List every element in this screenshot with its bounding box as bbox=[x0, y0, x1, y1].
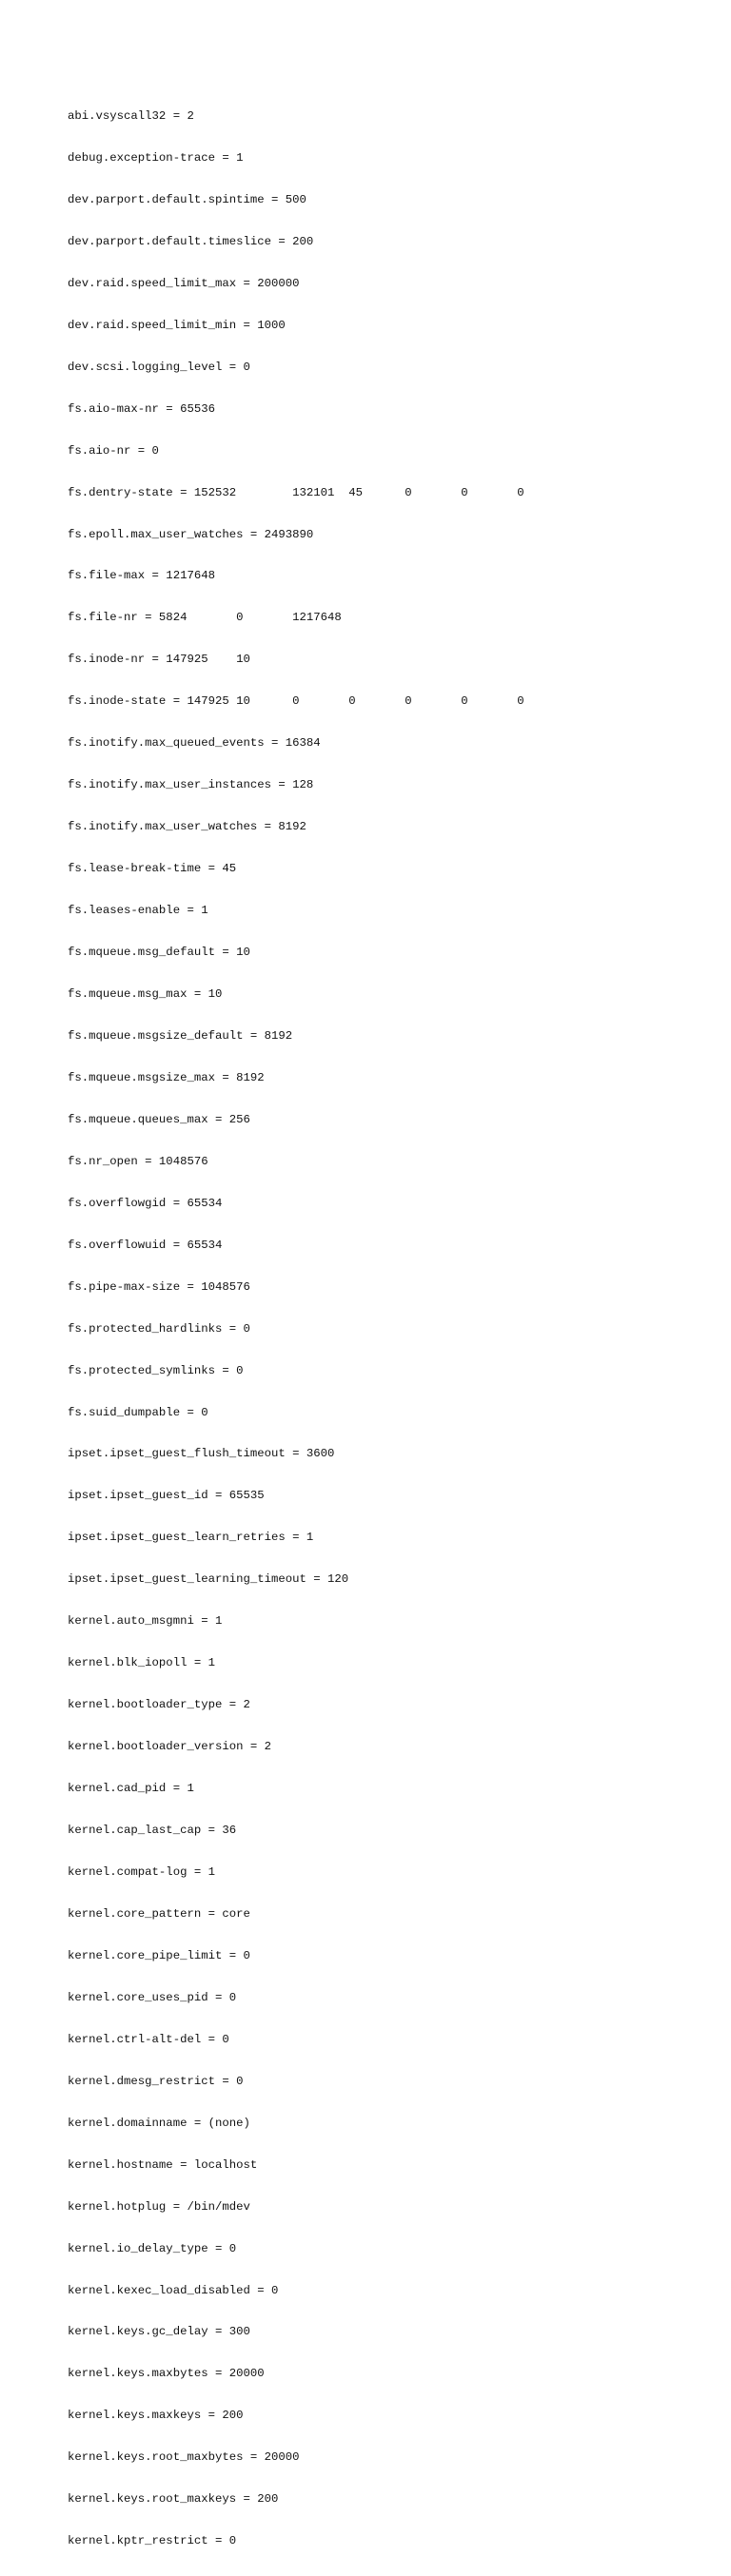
listing-line: fs.inotify.max_queued_events = 16384 bbox=[68, 736, 321, 751]
listing-line: kernel.hotplug = /bin/mdev bbox=[68, 2199, 250, 2214]
listing-line: fs.mqueue.msgsize_max = 8192 bbox=[68, 1070, 265, 1084]
listing-line: kernel.auto_msgmni = 1 bbox=[68, 1614, 223, 1629]
listing-line: fs.inotify.max_user_instances = 128 bbox=[68, 778, 314, 792]
sysctl-listing bbox=[68, 68, 524, 2576]
listing-line: dev.parport.default.timeslice = 200 bbox=[68, 234, 314, 248]
listing-line: kernel.keys.maxbytes = 20000 bbox=[68, 2367, 265, 2381]
listing-line: kernel.core_pattern = core bbox=[68, 1906, 250, 1921]
listing-line: kernel.bootloader_version = 2 bbox=[68, 1740, 272, 1754]
listing-line: ipset.ipset_guest_learn_retries = 1 bbox=[68, 1531, 314, 1545]
listing-line: fs.mqueue.msg_default = 10 bbox=[68, 946, 250, 960]
listing-line: kernel.keys.gc_delay = 300 bbox=[68, 2325, 250, 2339]
listing-line: fs.nr_open = 1048576 bbox=[68, 1154, 208, 1168]
listing-line: kernel.io_delay_type = 0 bbox=[68, 2241, 237, 2255]
listing-line: kernel.core_uses_pid = 0 bbox=[68, 1990, 237, 2004]
listing-line: fs.pipe-max-size = 1048576 bbox=[68, 1279, 250, 1294]
listing-line: kernel.core_pipe_limit = 0 bbox=[68, 1948, 250, 1962]
listing-line: ipset.ipset_guest_learning_timeout = 120 bbox=[68, 1572, 349, 1587]
listing-line: fs.overflowgid = 65534 bbox=[68, 1196, 223, 1210]
listing-line: kernel.blk_iopoll = 1 bbox=[68, 1656, 215, 1670]
listing-line: kernel.dmesg_restrict = 0 bbox=[68, 2074, 244, 2088]
listing-line: dev.raid.speed_limit_max = 200000 bbox=[68, 276, 300, 290]
listing-line: ipset.ipset_guest_id = 65535 bbox=[68, 1489, 265, 1503]
listing-line: fs.inode-nr = 147925 10 bbox=[68, 653, 250, 667]
listing-line: fs.mqueue.queues_max = 256 bbox=[68, 1112, 250, 1126]
listing-line: fs.file-nr = 5824 0 1217648 bbox=[68, 611, 342, 625]
listing-line: kernel.kptr_restrict = 0 bbox=[68, 2534, 237, 2548]
listing-line: fs.dentry-state = 152532 132101 45 0 0 0 bbox=[68, 485, 524, 499]
listing-line: debug.exception-trace = 1 bbox=[68, 150, 244, 165]
listing-line: kernel.compat-log = 1 bbox=[68, 1865, 215, 1879]
listing-line: kernel.keys.maxkeys = 200 bbox=[68, 2409, 244, 2423]
listing-line: kernel.kexec_load_disabled = 0 bbox=[68, 2283, 279, 2297]
listing-line: fs.overflowuid = 65534 bbox=[68, 1238, 223, 1252]
listing-line: ipset.ipset_guest_flush_timeout = 3600 bbox=[68, 1447, 335, 1461]
listing-line: fs.lease-break-time = 45 bbox=[68, 862, 237, 876]
listing-line: kernel.keys.root_maxbytes = 20000 bbox=[68, 2450, 300, 2465]
listing-line: abi.vsyscall32 = 2 bbox=[68, 108, 194, 123]
listing-line: kernel.keys.root_maxkeys = 200 bbox=[68, 2492, 279, 2507]
listing-line: fs.protected_symlinks = 0 bbox=[68, 1363, 244, 1377]
listing-line: kernel.bootloader_type = 2 bbox=[68, 1698, 250, 1712]
listing-line: fs.protected_hardlinks = 0 bbox=[68, 1321, 250, 1336]
listing-line: kernel.cap_last_cap = 36 bbox=[68, 1824, 237, 1838]
listing-line: fs.inode-state = 147925 10 0 0 0 0 0 bbox=[68, 694, 524, 709]
listing-line: fs.mqueue.msgsize_default = 8192 bbox=[68, 1028, 293, 1043]
listing-line: fs.aio-nr = 0 bbox=[68, 443, 159, 458]
listing-line: fs.inotify.max_user_watches = 8192 bbox=[68, 820, 306, 834]
listing-line: kernel.domainname = (none) bbox=[68, 2116, 250, 2130]
listing-line: fs.file-max = 1217648 bbox=[68, 569, 215, 583]
listing-line: fs.mqueue.msg_max = 10 bbox=[68, 986, 223, 1001]
listing-line: kernel.cad_pid = 1 bbox=[68, 1782, 194, 1796]
listing-line: fs.aio-max-nr = 65536 bbox=[68, 401, 215, 416]
listing-line: fs.epoll.max_user_watches = 2493890 bbox=[68, 527, 314, 541]
listing-line: fs.suid_dumpable = 0 bbox=[68, 1405, 208, 1419]
listing-line: kernel.ctrl-alt-del = 0 bbox=[68, 2032, 229, 2046]
listing-line: dev.raid.speed_limit_min = 1000 bbox=[68, 318, 286, 332]
listing-line: dev.parport.default.spintime = 500 bbox=[68, 192, 306, 206]
listing-line: kernel.hostname = localhost bbox=[68, 2157, 258, 2172]
listing-line: dev.scsi.logging_level = 0 bbox=[68, 360, 250, 374]
listing-line: fs.leases-enable = 1 bbox=[68, 904, 208, 918]
